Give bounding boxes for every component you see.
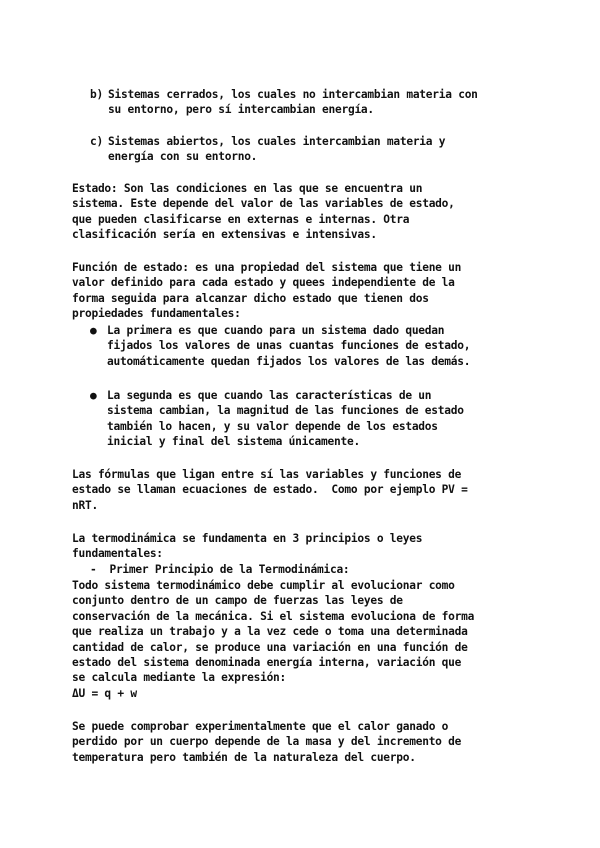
paragraph-termodinamica	[72, 531, 532, 562]
text-line: valor definido para cada estado y quees independiente de la	[72, 276, 455, 290]
text-line: Las fórmulas que ligan entre sí las variables y funciones de	[72, 468, 462, 481]
text-line: nRT.	[72, 498, 98, 512]
bullet-icon: ●	[90, 324, 97, 337]
equation: ΔU = q + w	[72, 686, 137, 700]
text-line: clasificación sería en extensivas e intensivas.	[72, 228, 377, 242]
paragraph-formulas	[72, 467, 532, 513]
text-line: temperatura pero también de la naturaleza del cuerpo.	[72, 750, 416, 764]
text-line: que pueden clasificarse en externas e internas. Otra	[72, 212, 410, 226]
text-line: se calcula mediante la expresión:	[72, 671, 287, 685]
text-line: Se puede comprobar experimentalmente que el calor ganado o	[72, 720, 449, 733]
text-line: conjunto dentro de un campo de fuerzas las leyes de	[72, 594, 403, 608]
dash-item-primer-principio: - Primer Principio de la Termodinámica:	[90, 563, 350, 576]
paragraph-funcion-de-estado	[72, 260, 532, 322]
text-line: cantidad de calor, se produce una variación en una función de	[72, 640, 468, 654]
text-line: también lo hacen, y su valor depende de los estados	[107, 419, 438, 433]
text-line: sistema cambian, la magnitud de las funciones de estado	[107, 404, 464, 418]
text-line: forma seguida para alcanzar dicho estado que tienen dos	[72, 291, 429, 305]
text-line: Sistemas abiertos, los cuales intercambian materia y	[108, 135, 446, 148]
text-line: que realiza un trabajo y a la vez cede o toma una determinada	[72, 625, 468, 639]
text-line: Sistemas cerrados, los cuales no intercambian materia con	[108, 88, 478, 101]
text-line: automáticamente quedan fijados los valores de las demás.	[107, 354, 471, 368]
text-line: Función de estado: es una propiedad del sistema que tiene un	[72, 261, 462, 274]
text-line: propiedades fundamentales:	[72, 307, 241, 321]
text-line: su entorno, pero sí intercambian energía.	[108, 103, 374, 117]
paragraph-calor	[72, 719, 532, 765]
text-line: Estado: Son las condiciones en las que se encuentra un	[72, 182, 423, 195]
text-line: conservación de la mecánica. Si el sistema evoluciona de forma	[72, 609, 475, 623]
text-line: La segunda es que cuando las características de un	[107, 389, 432, 402]
list-label: c)	[90, 135, 103, 148]
text-line: sistema. Este depende del valor de las variables de estado,	[72, 197, 455, 211]
text-line: Todo sistema termodinámico debe cumplir al evolucionar como	[72, 579, 455, 592]
paragraph-primer-principio	[72, 578, 532, 701]
text-line: energía con su entorno.	[108, 150, 258, 164]
text-line: estado del sistema denominada energía interna, variación que	[72, 656, 462, 670]
text-line: perdido por un cuerpo depende de la masa y del incremento de	[72, 735, 462, 749]
text-line: fundamentales:	[72, 547, 163, 561]
text-line: La termodinámica se fundamenta en 3 principios o leyes	[72, 532, 423, 545]
list-label: b)	[90, 88, 103, 101]
bullet-icon: ●	[90, 389, 97, 402]
text-line: La primera es que cuando para un sistema dado quedan	[107, 324, 445, 337]
paragraph-estado	[72, 181, 532, 243]
text-line: inicial y final del sistema únicamente.	[107, 435, 360, 449]
text-line: fijados los valores de unas cuantas funciones de estado,	[107, 339, 471, 353]
text-line: estado se llaman ecuaciones de estado. Como por ejemplo PV =	[72, 483, 468, 497]
